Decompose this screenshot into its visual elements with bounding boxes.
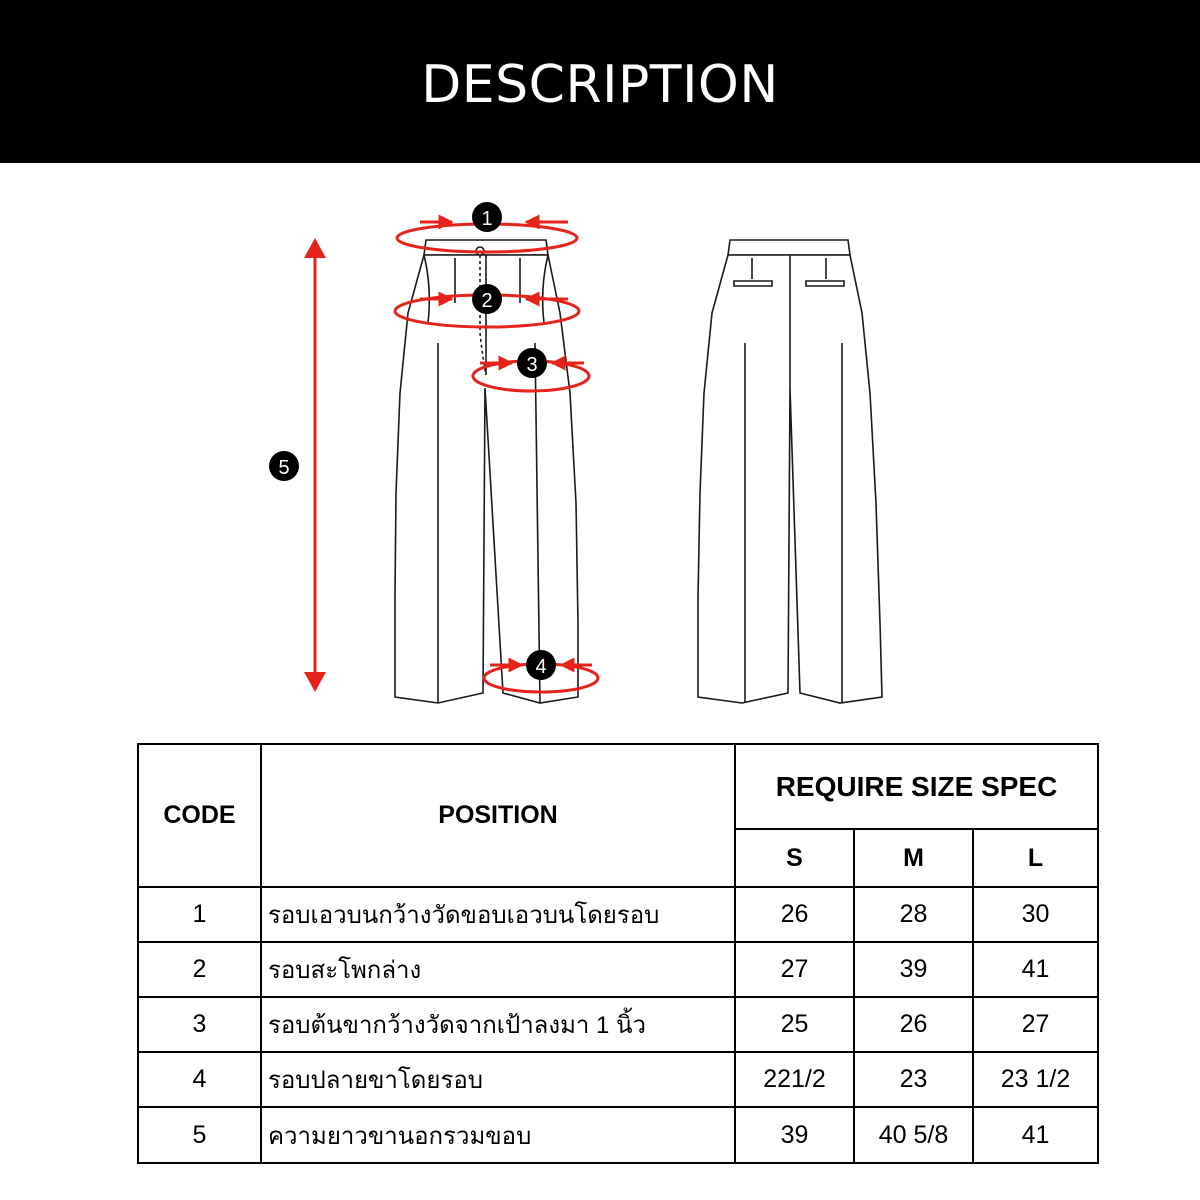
size-spec-table (137, 743, 1099, 1164)
row-size-m: 26 (854, 997, 973, 1052)
header-position: POSITION (261, 744, 735, 887)
row-size-l: 23 1/2 (973, 1052, 1098, 1107)
table-row (138, 1052, 1098, 1107)
measurement-diagram (0, 163, 1200, 733)
row-size-l: 41 (973, 1107, 1098, 1163)
table-row (138, 997, 1098, 1052)
row-size-s: 25 (735, 997, 854, 1052)
marker-2 (472, 284, 502, 314)
header-require-size-spec: REQUIRE SIZE SPEC (735, 744, 1098, 829)
row-size-s: 39 (735, 1107, 854, 1163)
row-size-m: 40 5/8 (854, 1107, 973, 1163)
table-row (138, 1107, 1098, 1163)
svg-text:3: 3 (526, 354, 538, 376)
marker-3 (517, 348, 547, 378)
row-size-m: 28 (854, 887, 973, 942)
row-size-m: 23 (854, 1052, 973, 1107)
table-row (138, 942, 1098, 997)
row-position: ความยาวขานอกรวมขอบ (261, 1107, 735, 1163)
row-size-s: 27 (735, 942, 854, 997)
row-size-m: 39 (854, 942, 973, 997)
header-code: CODE (138, 744, 261, 887)
row-size-l: 41 (973, 942, 1098, 997)
row-size-s: 221/2 (735, 1052, 854, 1107)
header-size-s: S (735, 829, 854, 887)
header-size-m: M (854, 829, 973, 887)
table-row (138, 887, 1098, 942)
row-code: 3 (138, 997, 261, 1052)
row-code: 1 (138, 887, 261, 942)
row-size-s: 26 (735, 887, 854, 942)
row-position: รอบสะโพกล่าง (261, 942, 735, 997)
svg-text:5: 5 (278, 457, 290, 479)
row-position: รอบต้นขากว้างวัดจากเป้าลงมา 1 นิ้ว (261, 997, 735, 1052)
marker-5 (269, 451, 299, 481)
row-position: รอบเอวบนกว้างวัดขอบเอวบนโดยรอบ (261, 887, 735, 942)
row-size-l: 30 (973, 887, 1098, 942)
row-code: 5 (138, 1107, 261, 1163)
title-banner (0, 0, 1200, 163)
marker-4 (526, 650, 556, 680)
page-title: DESCRIPTION (421, 54, 779, 115)
row-code: 2 (138, 942, 261, 997)
svg-text:2: 2 (481, 290, 493, 312)
row-size-l: 27 (973, 997, 1098, 1052)
svg-text:4: 4 (535, 656, 547, 678)
svg-text:1: 1 (481, 208, 493, 230)
pants-back-illustration (698, 240, 882, 703)
marker-1 (472, 202, 502, 232)
header-size-l: L (973, 829, 1098, 887)
row-code: 4 (138, 1052, 261, 1107)
row-position: รอบปลายขาโดยรอบ (261, 1052, 735, 1107)
